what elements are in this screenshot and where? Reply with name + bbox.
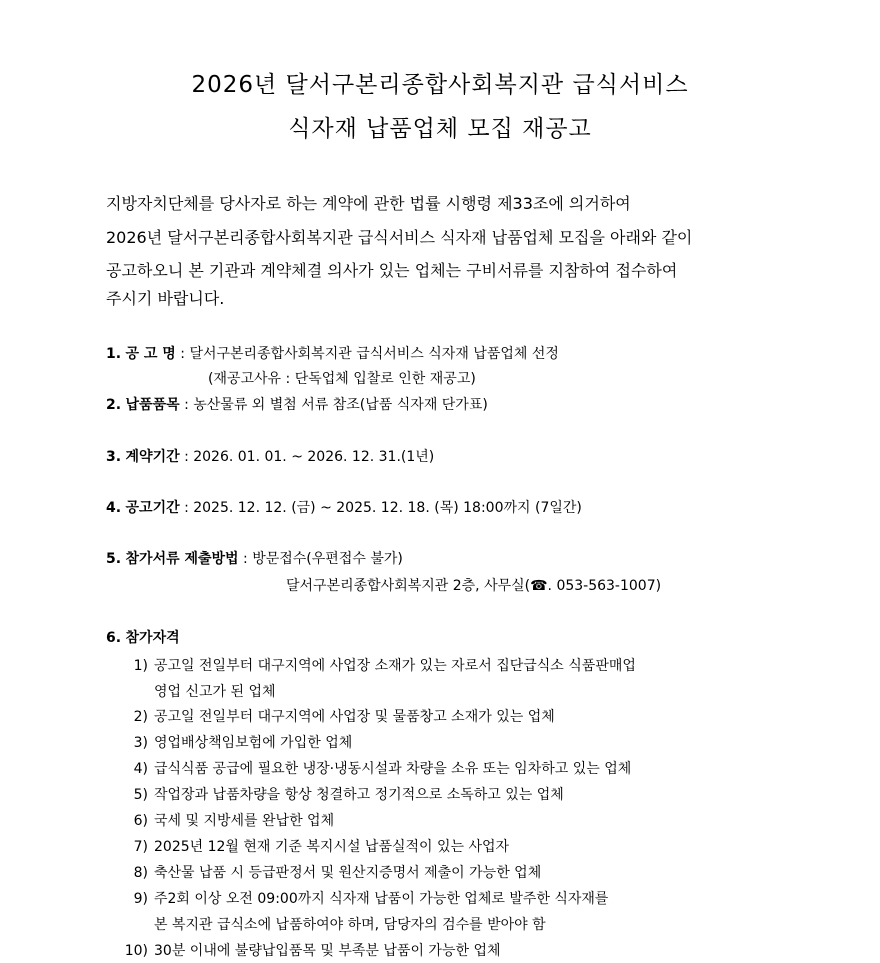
qualification-item	[120, 836, 509, 856]
section-2	[106, 394, 488, 414]
section-6	[106, 627, 180, 647]
qualification-text: 주2회 이상 오전 09:00까지 식자재 납품이 가능한 업체로 발주한 식자재를	[154, 891, 609, 907]
qualification-number: 6)	[133, 813, 148, 829]
qualification-continuation: 영업 신고가 된 업체	[154, 684, 276, 700]
qualification-item	[120, 888, 608, 908]
qualification-number: 3)	[133, 735, 148, 751]
section-1	[106, 343, 559, 363]
intro-line: 지방자치단체를 당사자로 하는 계약에 관한 법률 시행령 제33조에 의거하여	[106, 194, 631, 213]
qualification-text: 30분 이내에 불량납입품목 및 부족분 납품이 가능한 업체	[154, 943, 501, 959]
qualification-text: 영업배상책임보험에 가입한 업체	[154, 735, 353, 751]
qualification-text: 공고일 전일부터 대구지역에 사업장 소재가 있는 자로서 집단급식소 식품판매업	[154, 658, 636, 674]
qualification-item	[120, 732, 352, 752]
section-3-value: : 2026. 01. 01. ~ 2026. 12. 31.(1년)	[179, 449, 435, 465]
qualification-number: 8)	[133, 865, 148, 881]
intro-line: 공고하오니 본 기관과 계약체결 의사가 있는 업체는 구비서류를 지참하여 접수하여	[106, 261, 678, 280]
qualification-item	[120, 784, 564, 804]
qualification-number: 7)	[133, 839, 148, 855]
document-title-line1: 2026년 달서구본리종합사회복지관 급식서비스	[191, 72, 689, 98]
qualification-number: 10)	[124, 943, 148, 959]
intro-line: 2026년 달서구본리종합사회복지관 급식서비스 식자재 납품업체 모집을 아래와 같이	[106, 228, 693, 247]
qualification-item	[120, 940, 501, 960]
qualification-number: 9)	[133, 891, 148, 907]
qualification-item	[120, 706, 555, 726]
section-4-value: : 2025. 12. 12. (금) ~ 2025. 12. 18. (목) 18:00까지 (7일간)	[179, 500, 582, 516]
qualification-item	[120, 655, 636, 675]
section-5-number: 5.	[106, 551, 122, 567]
section-3-number: 3.	[106, 449, 122, 465]
intro-line: 주시기 바랍니다.	[106, 289, 225, 308]
section-3	[106, 446, 434, 466]
section-5-value: : 방문접수(우편접수 불가)	[238, 551, 403, 567]
qualification-text: 급식식품 공급에 필요한 냉장·냉동시설과 차량을 소유 또는 임차하고 있는 업체	[154, 761, 632, 777]
qualification-item	[120, 862, 541, 882]
section-4	[106, 497, 582, 517]
section-1-note: (재공고사유 : 단독업체 입찰로 인한 재공고)	[208, 371, 476, 387]
qualification-number: 4)	[133, 761, 148, 777]
section-3-label: 계약기간	[125, 449, 180, 465]
section-5-label: 참가서류 제출방법	[125, 551, 239, 567]
section-4-number: 4.	[106, 500, 122, 516]
section-1-label: 공 고 명	[125, 346, 176, 362]
section-2-number: 2.	[106, 397, 122, 413]
qualification-number: 5)	[133, 787, 148, 803]
section-5	[106, 548, 403, 568]
qualification-text: 국세 및 지방세를 완납한 업체	[154, 813, 335, 829]
section-4-label: 공고기간	[125, 500, 180, 516]
section-5-note: 달서구본리종합사회복지관 2층, 사무실(☎. 053-563-1007)	[286, 578, 662, 594]
qualification-text: 공고일 전일부터 대구지역에 사업장 및 물품창고 소재가 있는 업체	[154, 709, 555, 725]
section-1-number: 1.	[106, 346, 122, 362]
section-1-value: : 달서구본리종합사회복지관 급식서비스 식자재 납품업체 선정	[175, 346, 559, 362]
section-2-label: 납품품목	[125, 397, 180, 413]
qualification-number: 2)	[133, 709, 148, 725]
qualification-text: 2025년 12월 현재 기준 복지시설 납품실적이 있는 사업자	[154, 839, 510, 855]
section-2-value: : 농산물류 외 별첨 서류 참조(납품 식자재 단가표)	[179, 397, 488, 413]
qualification-text: 작업장과 납품차량을 항상 청결하고 정기적으로 소독하고 있는 업체	[154, 787, 564, 803]
section-6-number: 6.	[106, 630, 122, 646]
qualification-item	[120, 810, 334, 830]
qualification-continuation: 본 복지관 급식소에 납품하여야 하며, 담당자의 검수를 받아야 함	[154, 917, 546, 933]
qualification-text: 축산물 납품 시 등급판정서 및 원산지증명서 제출이 가능한 업체	[154, 865, 542, 881]
document-title-line2: 식자재 납품업체 모집 재공고	[288, 116, 592, 142]
section-6-label: 참가자격	[125, 630, 180, 646]
qualification-number: 1)	[133, 658, 148, 674]
qualification-item	[120, 758, 631, 778]
